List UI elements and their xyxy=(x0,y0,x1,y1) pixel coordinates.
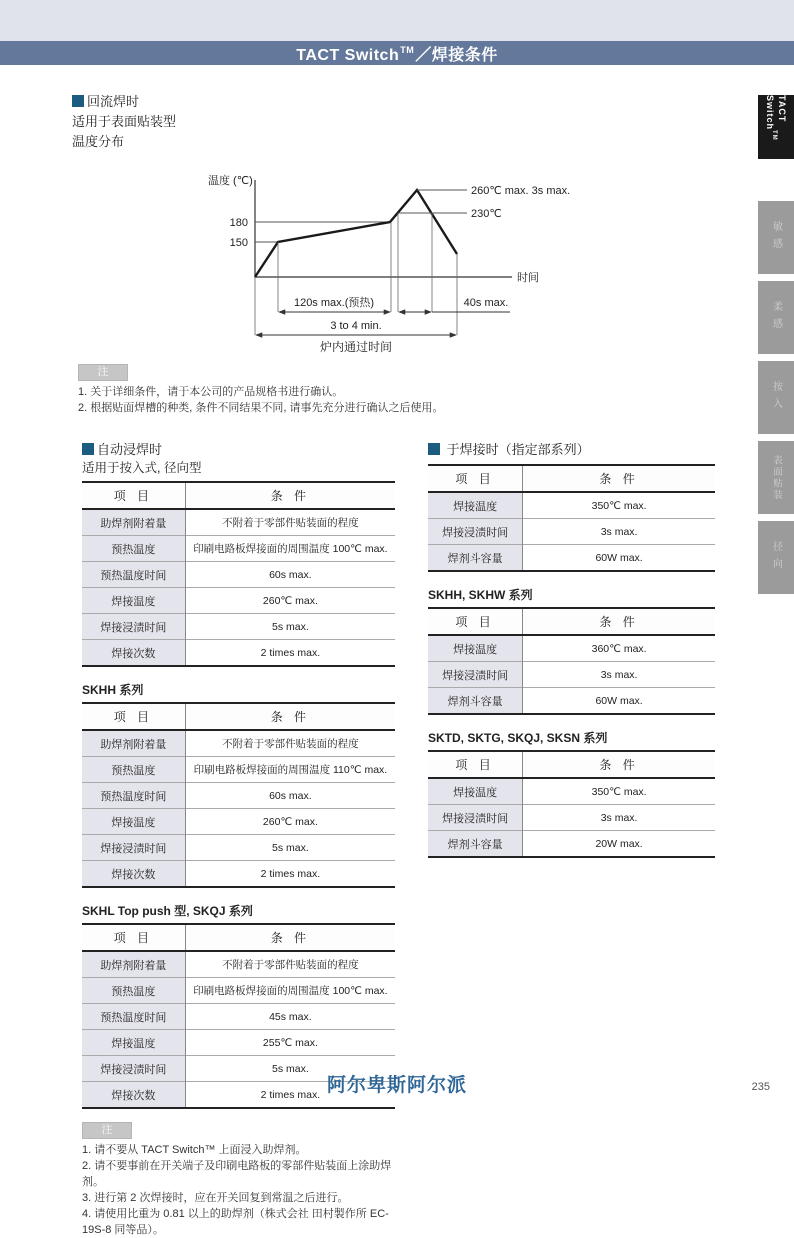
sidebar-tab-label: TACT Switch™ xyxy=(765,95,787,141)
sidebar-tab-rougan xyxy=(758,281,794,354)
row-item: 预热温度时间 xyxy=(82,783,185,809)
temperature-profile-line xyxy=(255,190,457,277)
chart-40s-annotation: 40s max. xyxy=(463,297,509,309)
row-condition: 260℃ max. xyxy=(185,809,395,835)
table-row xyxy=(82,861,395,888)
dip-table-general xyxy=(82,481,395,667)
row-condition: 3s max. xyxy=(523,662,715,688)
page-header-bar xyxy=(0,41,794,65)
sidebar-tab-minjian xyxy=(758,201,794,274)
table-row xyxy=(82,1004,395,1030)
row-condition: 不附着于零部件贴装面的程度 xyxy=(185,730,395,757)
table-row xyxy=(82,614,395,640)
reflow-title: 回流焊时 xyxy=(87,94,140,109)
row-condition: 2 times max. xyxy=(185,1082,395,1109)
chart-230-annotation: 230℃ xyxy=(471,208,502,220)
row-item: 预热温度时间 xyxy=(82,1004,185,1030)
iron-section-heading xyxy=(428,440,715,459)
row-condition: 60s max. xyxy=(185,562,395,588)
row-condition: 255℃ max. xyxy=(185,1030,395,1056)
row-item: 焊接浸渍时间 xyxy=(82,614,185,640)
table-row xyxy=(82,562,395,588)
table-row xyxy=(82,509,395,536)
note-tag: 注 xyxy=(78,364,128,381)
temperature-profile-svg xyxy=(190,165,590,365)
chart-preheat-annotation: 120s max.(预热) xyxy=(293,297,375,309)
column-header-condition: 条 件 xyxy=(185,482,395,509)
row-condition: 350℃ max. xyxy=(523,778,715,805)
table-row xyxy=(428,805,715,831)
row-item: 焊接温度 xyxy=(428,635,523,662)
row-item: 焊接浸渍时间 xyxy=(428,662,523,688)
table-row xyxy=(428,662,715,688)
page-title: TACT Switch™／焊接条件 xyxy=(296,45,498,64)
column-header-item: 项 目 xyxy=(82,924,185,951)
row-condition: 5s max. xyxy=(185,614,395,640)
row-item: 助焊剂附着量 xyxy=(82,509,185,536)
table-row xyxy=(428,635,715,662)
tm-superscript: TM xyxy=(771,130,777,141)
iron-table-general xyxy=(428,464,715,572)
row-item: 焊接温度 xyxy=(82,809,185,835)
chart-oven-caption: 炉内通过时间 xyxy=(319,340,393,354)
row-condition: 60s max. xyxy=(185,783,395,809)
row-item: 焊接浸渍时间 xyxy=(428,805,523,831)
table-row xyxy=(428,688,715,715)
sidebar-tab-label: 按入 xyxy=(770,380,782,415)
column-header-item: 项 目 xyxy=(428,608,523,635)
chart-y-axis-label: 温度 (℃) xyxy=(208,175,253,187)
table-row xyxy=(428,545,715,572)
chart-peak-annotation: 260℃ max. 3s max. xyxy=(471,185,571,197)
table-row xyxy=(82,809,395,835)
row-item: 预热温度 xyxy=(82,536,185,562)
column-header-item: 项 目 xyxy=(82,703,185,730)
dip-subtitle: 适用于按入式, 径向型 xyxy=(82,461,202,475)
row-item: 焊接温度 xyxy=(428,492,523,519)
table-row xyxy=(82,640,395,667)
iron-table-sktd-title: SKTD, SKTG, SKQJ, SKSN 系列 xyxy=(428,731,608,745)
table-row xyxy=(82,588,395,614)
row-condition: 印刷电路板焊接面的周围温度 110℃ max. xyxy=(185,757,395,783)
row-condition: 60W max. xyxy=(523,688,715,715)
sidebar-tab-radial xyxy=(758,521,794,594)
reflow-note-block xyxy=(78,364,538,416)
row-item: 焊剂斗容量 xyxy=(428,688,523,715)
row-item: 焊接温度 xyxy=(82,1030,185,1056)
iron-table-skhh-title: SKHH, SKHW 系列 xyxy=(428,588,533,602)
table-row xyxy=(82,757,395,783)
row-item: 预热温度 xyxy=(82,978,185,1004)
row-item: 焊接温度 xyxy=(428,778,523,805)
sidebar-tab-label: 柔感 xyxy=(770,300,782,335)
row-item: 焊接浸渍时间 xyxy=(82,835,185,861)
table-row xyxy=(428,831,715,858)
row-item: 焊接次数 xyxy=(82,861,185,888)
note-tag: 注 xyxy=(82,1122,132,1139)
table-row xyxy=(82,1030,395,1056)
sidebar-tab-label: 表面贴装 xyxy=(771,454,782,501)
row-item: 焊接温度 xyxy=(82,588,185,614)
sidebar-tab-smd xyxy=(758,441,794,514)
section-bullet-icon xyxy=(428,443,440,455)
table-row xyxy=(82,951,395,978)
row-item: 助焊剂附着量 xyxy=(82,730,185,757)
dip-table-skhh xyxy=(82,702,395,888)
reflow-note-2: 2. 根据贴面焊槽的种类, 条件不同结果不同, 请事先充分进行确认之后使用。 xyxy=(78,402,444,414)
table-row xyxy=(82,978,395,1004)
table-row xyxy=(82,730,395,757)
reflow-note-1: 1. 关于详细条件，请于本公司的产品规格书进行确认。 xyxy=(78,386,344,398)
table-row xyxy=(428,778,715,805)
row-condition: 60W max. xyxy=(523,545,715,572)
row-condition: 350℃ max. xyxy=(523,492,715,519)
dip-table-skhh-title: SKHH 系列 xyxy=(82,683,144,697)
tm-superscript: TM xyxy=(400,45,415,56)
table-row xyxy=(82,835,395,861)
chart-tick-150: 150 xyxy=(229,237,248,249)
reflow-subtitle-1: 适用于表面贴装型 xyxy=(72,114,177,129)
column-header-condition: 条 件 xyxy=(523,751,715,778)
row-condition: 印刷电路板焊接面的周围温度 100℃ max. xyxy=(185,978,395,1004)
row-item: 焊接次数 xyxy=(82,640,185,667)
column-header-condition: 条 件 xyxy=(185,924,395,951)
column-header-condition: 条 件 xyxy=(523,608,715,635)
column-header-item: 项 目 xyxy=(428,465,523,492)
table-row xyxy=(428,492,715,519)
table-row xyxy=(82,536,395,562)
table-row xyxy=(82,783,395,809)
row-item: 焊接次数 xyxy=(82,1082,185,1109)
row-condition: 3s max. xyxy=(523,805,715,831)
reflow-temperature-chart xyxy=(190,165,590,365)
column-header-item: 项 目 xyxy=(428,751,523,778)
row-condition: 2 times max. xyxy=(185,861,395,888)
chart-tick-180: 180 xyxy=(229,217,248,229)
row-item: 焊接浸渍时间 xyxy=(428,519,523,545)
top-strip xyxy=(0,0,794,41)
table-row xyxy=(428,519,715,545)
sidebar-tab-label: 径向 xyxy=(770,540,782,575)
sidebar-tab-label: 敏感 xyxy=(770,220,782,255)
section-bullet-icon xyxy=(82,443,94,455)
row-condition: 不附着于零部件贴装面的程度 xyxy=(185,951,395,978)
iron-solder-column xyxy=(428,440,715,858)
row-condition: 20W max. xyxy=(523,831,715,858)
iron-title: 于焊接时（指定部系列） xyxy=(446,442,590,457)
sidebar-tab-anru xyxy=(758,361,794,434)
iron-table-skhh-skhw xyxy=(428,607,715,715)
dip-solder-column xyxy=(82,440,395,1238)
dip-note-2: 2. 请不要事前在开关端子及印刷电路板的零部件贴装面上涂助焊剂。 xyxy=(82,1160,392,1188)
page-number: 235 xyxy=(751,1081,770,1093)
row-condition: 260℃ max. xyxy=(185,588,395,614)
reflow-section-heading xyxy=(72,92,176,152)
footer-brand-logo: 阿尔卑斯阿尔派 xyxy=(326,1075,467,1096)
section-bullet-icon xyxy=(72,95,84,107)
row-condition: 印刷电路板焊接面的周围温度 100℃ max. xyxy=(185,536,395,562)
row-item: 焊接浸渍时间 xyxy=(82,1056,185,1082)
row-item: 预热温度 xyxy=(82,757,185,783)
sidebar-tab-tact-switch xyxy=(758,95,794,159)
row-item: 助焊剂附着量 xyxy=(82,951,185,978)
reflow-subtitle-2: 温度分布 xyxy=(72,134,125,149)
dip-note-3: 3. 进行第 2 次焊接时，应在开关回复到常温之后进行。 xyxy=(82,1192,349,1204)
row-condition: 3s max. xyxy=(523,519,715,545)
row-condition: 45s max. xyxy=(185,1004,395,1030)
row-condition: 360℃ max. xyxy=(523,635,715,662)
column-header-item: 项 目 xyxy=(82,482,185,509)
row-condition: 不附着于零部件贴装面的程度 xyxy=(185,509,395,536)
dip-note-1: 1. 请不要从 TACT Switch™ 上面浸入助焊剂。 xyxy=(82,1144,307,1156)
dip-note-4: 4. 请使用比重为 0.81 以上的助焊剂（株式会社 田村製作所 EC-19S-8 同等品）。 xyxy=(82,1208,389,1236)
iron-table-sktd-sktg-skqj-sksn xyxy=(428,750,715,858)
row-condition: 5s max. xyxy=(185,835,395,861)
row-item: 预热温度时间 xyxy=(82,562,185,588)
dip-note-block xyxy=(82,1122,395,1238)
row-condition: 2 times max. xyxy=(185,640,395,667)
chart-x-axis-label: 时间 xyxy=(517,272,539,284)
dip-title: 自动浸焊时 xyxy=(97,442,163,457)
dip-section-heading xyxy=(82,440,395,459)
row-item: 焊剂斗容量 xyxy=(428,831,523,858)
row-item: 焊剂斗容量 xyxy=(428,545,523,572)
chart-total-annotation: 3 to 4 min. xyxy=(330,320,382,332)
dip-table-skhl-title: SKHL Top push 型, SKQJ 系列 xyxy=(82,904,253,918)
row-condition: 5s max. xyxy=(185,1056,395,1082)
column-header-condition: 条 件 xyxy=(523,465,715,492)
column-header-condition: 条 件 xyxy=(185,703,395,730)
